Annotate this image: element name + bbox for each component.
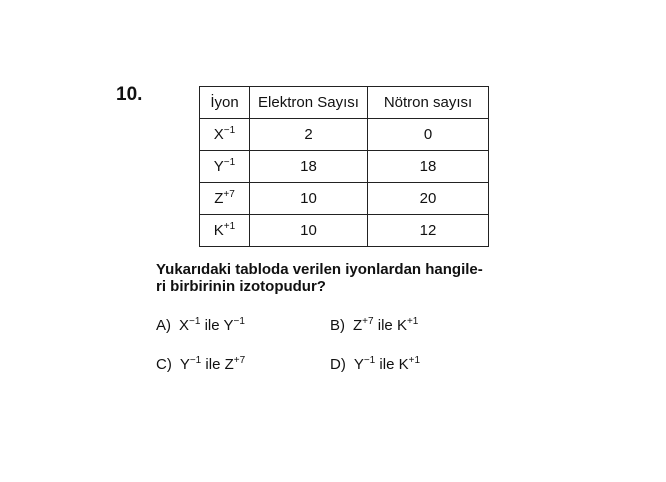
neutron-cell: 20 <box>368 183 489 215</box>
option-charge-2: +7 <box>233 355 246 366</box>
option-connector: ile <box>204 317 220 334</box>
electron-cell: 10 <box>250 215 368 247</box>
question-text <box>156 261 556 295</box>
ion-symbol: X <box>213 126 224 143</box>
ion-cell <box>200 215 250 247</box>
electron-cell: 18 <box>250 151 368 183</box>
option-connector: ile <box>379 356 395 373</box>
header-ion: İyon <box>200 87 250 119</box>
option-charge-1: −1 <box>189 316 201 327</box>
option-letter: D) <box>330 356 346 373</box>
option-ion-1: Y <box>353 356 364 373</box>
option-charge-2: +1 <box>406 316 419 327</box>
question-number: 10. <box>116 84 143 105</box>
option-letter: C) <box>156 356 172 373</box>
option-charge-2: −1 <box>233 316 245 327</box>
option-d[interactable] <box>330 356 420 373</box>
ion-cell <box>200 151 250 183</box>
ion-cell <box>200 183 250 215</box>
ion-charge: +7 <box>223 189 235 200</box>
ion-symbol: Y <box>213 158 224 175</box>
option-charge-1: −1 <box>189 355 202 366</box>
option-letter: B) <box>330 317 345 334</box>
ion-charge: −1 <box>223 157 236 168</box>
ion-symbol: Z <box>214 190 224 207</box>
ion-symbol: K <box>213 222 224 239</box>
option-letter: A) <box>156 317 171 334</box>
option-a[interactable] <box>156 317 245 334</box>
option-charge-2: +1 <box>408 355 421 366</box>
electron-cell: 10 <box>250 183 368 215</box>
ion-charge: +1 <box>223 221 236 232</box>
option-ion-2: K <box>396 317 407 334</box>
option-ion-1: Z <box>353 317 363 334</box>
ion-charge: −1 <box>223 125 236 136</box>
option-ion-1: Y <box>179 356 190 373</box>
header-electron-count: Elektron Sayısı <box>250 87 368 119</box>
option-b[interactable] <box>330 317 418 334</box>
option-ion-1: X <box>179 317 190 334</box>
option-ion-2: Y <box>223 317 234 334</box>
ion-table <box>199 86 489 247</box>
neutron-cell: 18 <box>368 151 489 183</box>
question-line-1: Yukarıdaki tabloda verilen iyonlardan hangile- <box>156 261 483 278</box>
table-row <box>200 151 489 183</box>
neutron-cell: 0 <box>368 119 489 151</box>
option-ion-2: Z <box>224 356 234 373</box>
ion-cell <box>200 119 250 151</box>
option-connector: ile <box>205 356 221 373</box>
table-row <box>200 119 489 151</box>
neutron-cell: 12 <box>368 215 489 247</box>
table-row <box>200 215 489 247</box>
option-connector: ile <box>377 317 393 334</box>
electron-cell: 2 <box>250 119 368 151</box>
question-line-2: ri birbirinin izotopudur? <box>156 278 326 295</box>
header-neutron-count: Nötron sayısı <box>368 87 489 119</box>
table-row <box>200 183 489 215</box>
option-charge-1: −1 <box>363 355 376 366</box>
option-charge-1: +7 <box>362 316 374 327</box>
option-c[interactable] <box>156 356 245 373</box>
option-ion-2: K <box>398 356 409 373</box>
table-header-row <box>200 87 489 119</box>
